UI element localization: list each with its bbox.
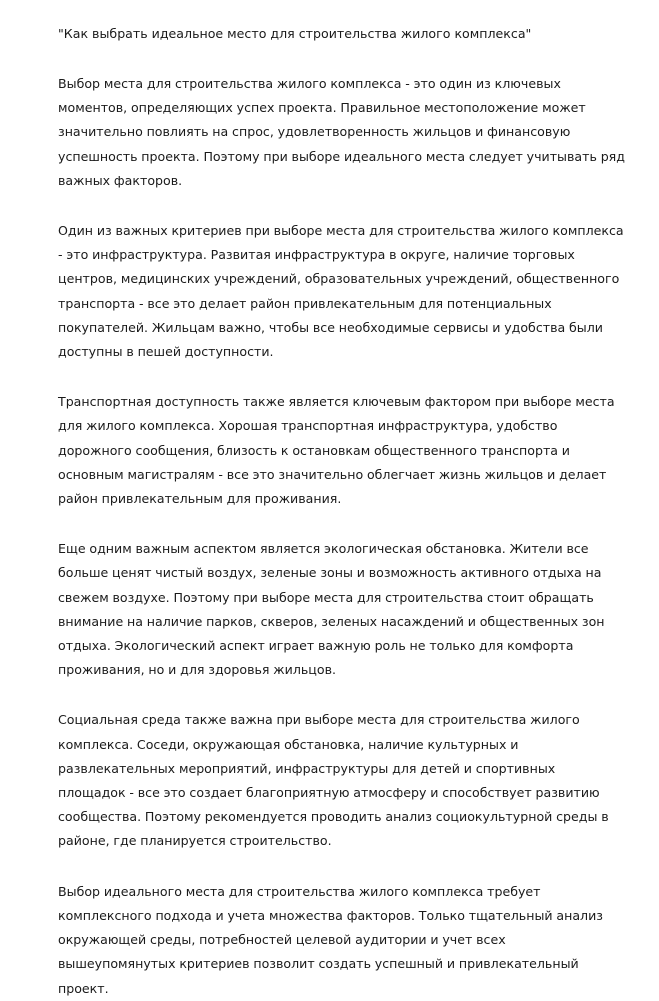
document-body — [58, 72, 625, 1001]
paragraph-intro: Выбор места для строительства жилого комплекса - это один из ключевых моментов, определяющих успех проекта. Правильное местоположение может значительно повлиять на спрос, удовлетворенность жильцов и финансовую успешность проекта. Поэтому при выборе идеального места следует учитывать ряд важных факторов. — [58, 76, 625, 188]
paragraph-conclusion: Выбор идеального места для строительства жилого комплекса требует комплексного подхода и учета множества факторов. Только тщательный анализ окружающей среды, потребностей целевой аудитории и учет всех вышеупомянутых критериев позволит создать успешный и привлекательный проект. — [58, 883, 603, 996]
paragraph-transport: Транспортная доступность также является ключевым фактором при выборе места для жилого комплекса. Хорошая транспортная инфраструктура, удобство дорожного сообщения, близость к остановкам общественного транспорта и основным магистралям - все это значительно облегчает жизнь жильцов и делает район привлекательным для проживания. — [58, 394, 615, 507]
paragraph-ecology: Еще одним важным аспектом является экологическая обстановка. Жители все больше ценят чистый воздух, зеленые зоны и возможность активного отдыха на свежем воздухе. Поэтому при выборе места для строительства стоит обращать внимание на наличие парков, скверов, зеленых насаждений и общественных зон отдыха. Экологический аспект играет важную роль не только для комфорта проживания, но и для здоровья жильцов. — [58, 541, 605, 678]
page-title: "Как выбрать идеальное место для строительства жилого комплекса" — [58, 26, 532, 41]
paragraph-social: Социальная среда также важна при выборе места для строительства жилого комплекса. Соседи, окружающая обстановка, наличие культурных и развлекательных мероприятий, инфраструктуры для детей и спортивных площадок - все это создает благоприятную атмосферу и способствует развитию сообщества. Поэтому рекомендуется проводить анализ социокультурной среды в районе, где планируется строительство. — [58, 712, 609, 849]
paragraph-infrastructure: Один из важных критериев при выборе места для строительства жилого комплекса - это инфраструктура. Развитая инфраструктура в округе, наличие торговых центров, медицинских учреждений, образовательных учреждений, общественного транспорта - все это делает район привлекательным для потенциальных покупателей. Жильцам важно, чтобы все необходимые сервисы и удобства были доступны в пешей доступности. — [58, 223, 624, 360]
